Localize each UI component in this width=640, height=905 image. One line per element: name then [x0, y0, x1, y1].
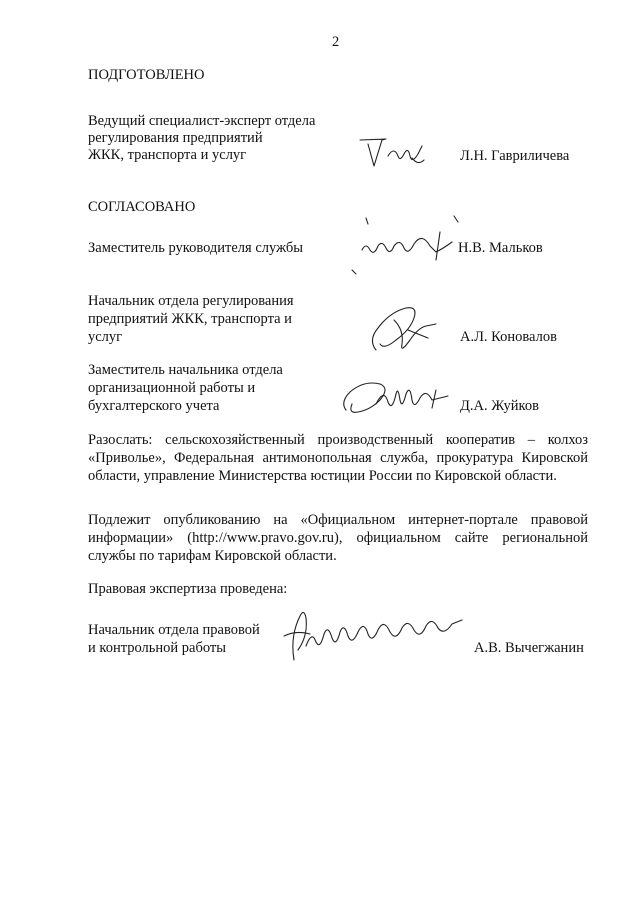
legal-review-name: А.В. Вычегжанин [474, 640, 584, 656]
page-number: 2 [332, 34, 340, 50]
agreed-position-line: организационной работы и [88, 380, 256, 396]
legal-review-position-line: Начальник отдела правовой [88, 622, 260, 638]
agreed-position-line: бухгалтерского учета [88, 398, 220, 414]
agreed-name: Н.В. Мальков [458, 240, 543, 256]
agreed-position-line: предприятий ЖКК, транспорта и [88, 311, 292, 327]
agreed-position-line: Заместитель начальника отдела [88, 362, 283, 378]
agreed-position-line: Начальник отдела регулирования [88, 293, 294, 309]
agreed-name: А.Л. Коновалов [460, 329, 557, 345]
signature-konovalov [366, 300, 446, 360]
legal-review-text: Правовая экспертиза проведена: [88, 581, 288, 597]
prepared-name: Л.Н. Гавриличева [460, 148, 570, 164]
distribution-paragraph: Разослать: сельскохозяйственный производственный кооператив – колхоз «Приволье», Федеральная антимонопольная служба, прокуратура Кировской области, управление Министерства юстиции России по Кировской области. [88, 432, 588, 484]
signature-zhuykov [340, 374, 456, 418]
prepared-position-line: регулирования предприятий [88, 130, 263, 146]
publication-paragraph: Подлежит опубликованию на «Официальном интернет-портале правовой информации» (http://www.pravo.gov.ru), официальном сайте региональной службы по тарифам Кировской области. [88, 512, 588, 564]
agreed-position-line: Заместитель руководителя службы [88, 240, 304, 256]
signature-gavrilicheva [358, 136, 430, 170]
legal-review-position-line: и контрольной работы [88, 640, 226, 656]
agreed-heading: СОГЛАСОВАНО [88, 199, 196, 215]
signature-vychegzhanin [280, 606, 466, 662]
prepared-position-line: ЖКК, транспорта и услуг [88, 147, 247, 163]
prepared-position-line: Ведущий специалист-эксперт отдела [88, 113, 316, 129]
agreed-name: Д.А. Жуйков [460, 398, 539, 414]
signature-malkov [344, 212, 464, 282]
agreed-position-line: услуг [88, 329, 123, 345]
prepared-heading: ПОДГОТОВЛЕНО [88, 67, 205, 83]
